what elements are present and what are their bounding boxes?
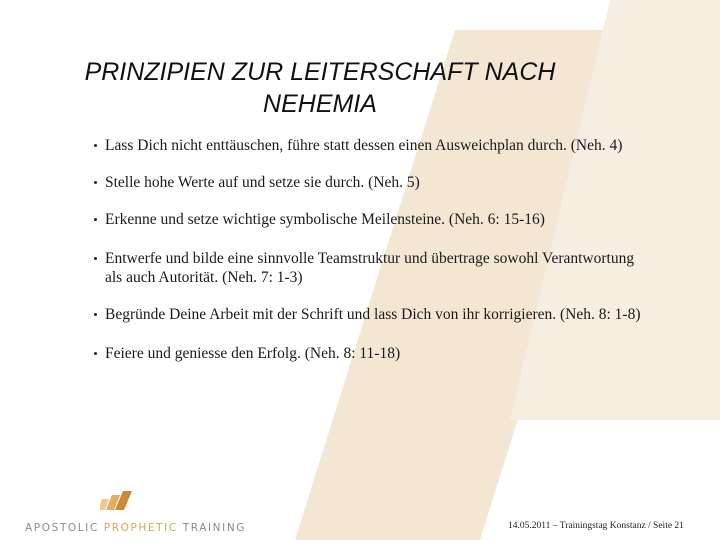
logo-arrows-icon: [100, 490, 160, 512]
bullet-item: [94, 210, 654, 229]
bullet-text: Erkenne und setze wichtige symbolische Meilensteine. (Neh. 6: 15-16): [105, 211, 545, 228]
bullet-dot-icon: [94, 257, 97, 260]
bullet-dot-icon: [94, 313, 97, 316]
logo-wordmark: [25, 522, 246, 534]
bullet-item: [94, 173, 654, 192]
logo-word-prophetic: PROPHETIC: [103, 522, 178, 534]
bullet-text: Stelle hohe Werte auf und setze sie durch. (Neh. 5): [105, 174, 420, 191]
bullet-item: [94, 136, 654, 155]
logo-word-apostolic: APOSTOLIC: [25, 522, 99, 534]
bullet-text: Lass Dich nicht enttäuschen, führe statt dessen einen Ausweichplan durch. (Neh. 4): [105, 137, 623, 154]
bullet-dot-icon: [94, 352, 97, 355]
bullet-item: [94, 344, 654, 363]
bullet-list: [94, 136, 654, 363]
slide-title: PRINZIPIEN ZUR LEITERSCHAFT NACH NEHEMIA: [84, 58, 556, 118]
bullet-dot-icon: [94, 144, 97, 147]
bullet-text: Entwerfe und bilde eine sinnvolle Teamstruktur und übertrage sowohl Verantwortung als auch Autorität. (Neh. 7: 1-3): [105, 250, 635, 286]
bullet-text: Begründe Deine Arbeit mit der Schrift und lass Dich von ihr korrigieren. (Neh. 8: 1-8): [105, 306, 641, 323]
footer-date-page: 14.05.2011 – Trainingstag Konstanz / Seite 21: [508, 521, 684, 531]
bullet-text: Feiere und geniesse den Erfolg. (Neh. 8: 11-18): [105, 345, 401, 362]
logo-word-training: TRAINING: [182, 522, 247, 534]
organization-logo: [25, 490, 247, 535]
bullet-dot-icon: [94, 218, 97, 221]
bullet-item: [94, 305, 654, 324]
bullet-item: [94, 249, 654, 287]
bullet-dot-icon: [94, 181, 97, 184]
